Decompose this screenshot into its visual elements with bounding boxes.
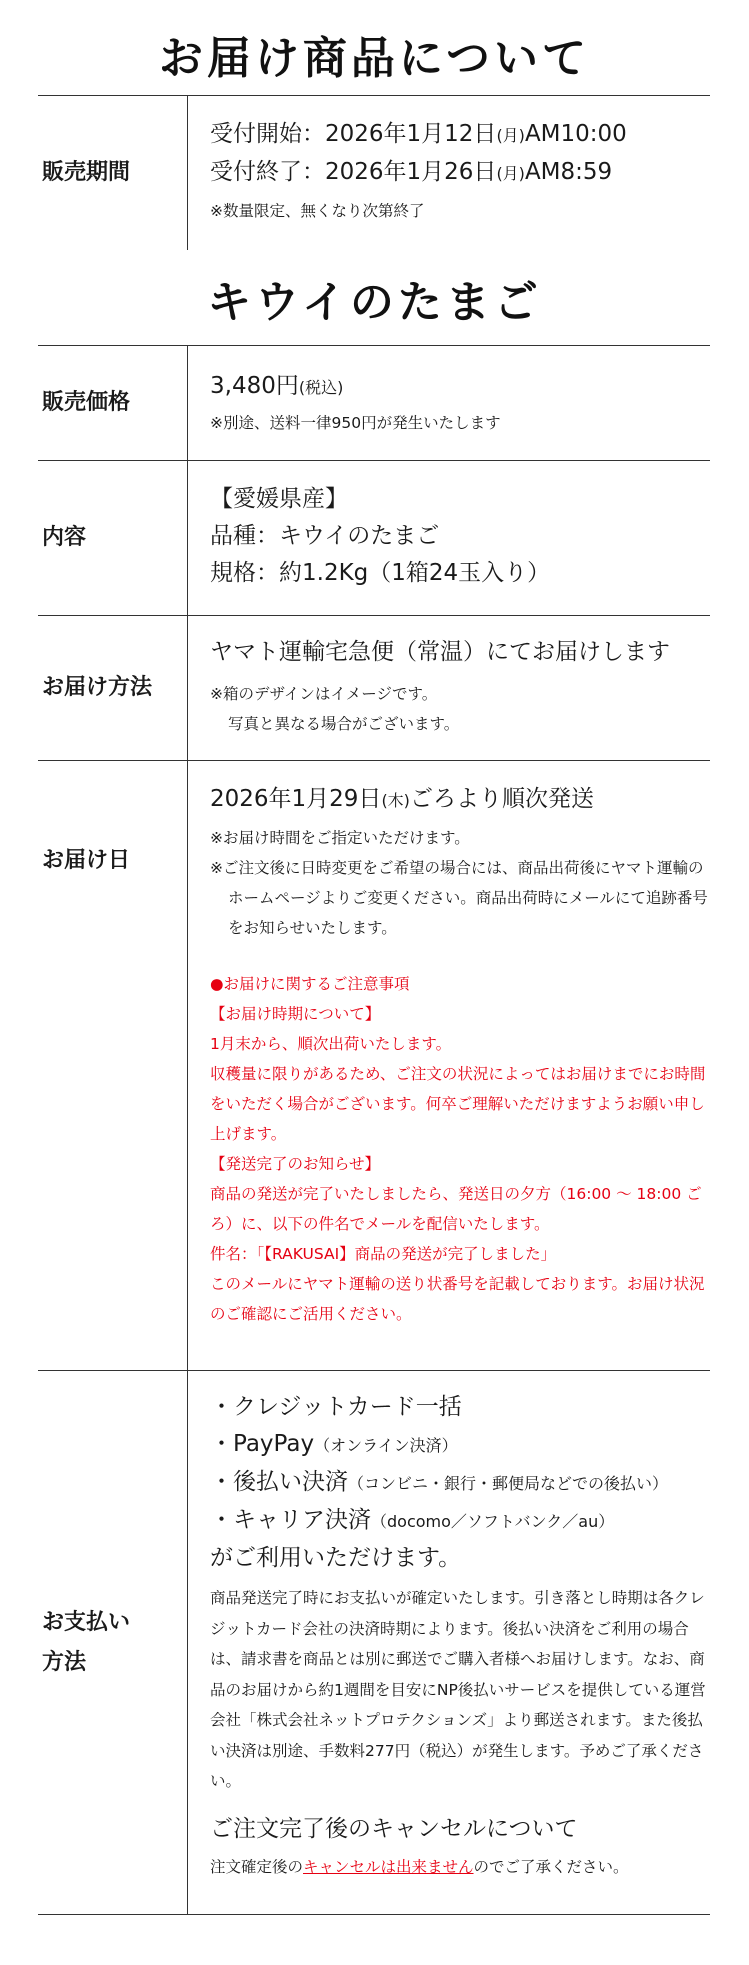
row-price xyxy=(38,345,710,460)
label-sales-period: 販売期間 xyxy=(38,96,188,250)
caution-shipping-subject: 件名：「【RAKUSAI】商品の発送が完了しました」 xyxy=(210,1245,557,1263)
sales-note: ※数量限定、無くなり次第終了 xyxy=(210,202,425,220)
delivery-caution-block xyxy=(210,969,710,1329)
payment-content xyxy=(210,1389,710,1882)
payment-available: がご利用いただけます。 xyxy=(210,1545,462,1571)
caution-title: ●お届けに関するご注意事項 xyxy=(210,975,410,993)
payment-deferred: ・後払い決済（コンビニ・銀行・郵便局などでの後払い） xyxy=(210,1469,669,1495)
delivery-date-note1: ※お届け時間をご指定いただけます。 xyxy=(210,829,470,847)
delivery-date-note2: ※ご注文後に日時変更をご希望の場合には、商品出荷後にヤマト運輸のホームページよりご変更ください。商品出荷時にメールにて追跡番号をお知らせいたします。 xyxy=(210,859,708,937)
delivery-date-main: 2026年1月29日(木)ごろより順次発送 xyxy=(210,786,594,812)
label-payment: お支払い 方法 xyxy=(38,1371,188,1914)
caution-timing-head: 【お届け時期について】 xyxy=(210,1005,381,1023)
contents-origin: 【愛媛県産】 xyxy=(210,486,348,512)
row-sales-period xyxy=(38,95,710,250)
sales-start: 受付開始：2026年1月12日(月)AM10:00 xyxy=(210,121,627,147)
price-amount: 3,480円(税込) xyxy=(210,373,344,399)
payment-paypay: ・PayPay（オンライン決済） xyxy=(210,1431,458,1457)
row-delivery-method xyxy=(38,615,710,760)
delivery-method-note2: 写真と異なる場合がございます。 xyxy=(228,715,460,733)
delivery-date-content xyxy=(210,781,710,1329)
caution-timing-2: 収穫量に限りがあるため、ご注文の状況によってはお届けまでにお時間をいただく場合がございます。何卒ご理解いただけますようお願い申し上げます。 xyxy=(210,1065,706,1143)
delivery-method-note1: ※箱のデザインはイメージです。 xyxy=(210,685,438,703)
cancel-note: 注文確定後のキャンセルは出来ませんのでご了承ください。 xyxy=(210,1857,629,1876)
price-content xyxy=(210,368,710,436)
row-delivery-date xyxy=(38,760,710,1370)
price-note: ※別途、送料一律950円が発生いたします xyxy=(210,414,501,432)
delivery-method-content xyxy=(210,634,710,739)
label-delivery-date: お届け日 xyxy=(38,761,188,1370)
caution-timing-1: 1月末から、順次出荷いたします。 xyxy=(210,1035,452,1053)
cancel-not-allowed: キャンセルは出来ません xyxy=(303,1857,474,1876)
section-title-delivery-product: お届け商品について xyxy=(158,33,591,84)
sales-end: 受付終了：2026年1月26日(月)AM8:59 xyxy=(210,159,613,185)
payment-credit: ・クレジットカード一括 xyxy=(210,1394,462,1420)
label-delivery-method: お届け方法 xyxy=(38,616,188,760)
contents-content xyxy=(210,481,710,592)
caution-shipping-2: このメールにヤマト運輸の送り状番号を記載しております。お届け状況のご確認にご活用ください。 xyxy=(210,1275,705,1323)
caution-shipping-1: 商品の発送が完了いたしましたら、発送日の夕方（16:00 〜 18:00 ごろ）に、以下の件名でメールを配信いたします。 xyxy=(210,1185,702,1233)
contents-spec: 規格：約1.2Kg（1箱24玉入り） xyxy=(210,560,551,586)
section-title-product-name: キウイのたまご xyxy=(207,277,542,328)
payment-body: 商品発送完了時にお支払いが確定いたします。引き落とし時期は各クレジットカード会社の決済時期によります。後払い決済をご利用の場合は、請求書を商品とは別に郵送でご購入者様へお届けします。なお、商品のお届けから約1週間を目安にNP後払いサービスを提供している運営会社「株式会社ネットプロテクションズ」より郵送されます。また後払い決済は別途、手数料277円（税込）が発生します。予めご了承ください。 xyxy=(210,1589,706,1790)
cancel-title: ご注文完了後のキャンセルについて xyxy=(210,1815,578,1842)
row-payment xyxy=(38,1370,710,1915)
contents-variety: 品種：キウイのたまご xyxy=(210,523,440,549)
row-contents xyxy=(38,460,710,615)
caution-shipping-head: 【発送完了のお知らせ】 xyxy=(210,1155,381,1173)
delivery-method-main: ヤマト運輸宅急便（常温）にてお届けします xyxy=(210,639,670,665)
label-contents: 内容 xyxy=(38,461,188,615)
payment-carrier: ・キャリア決済（docomo／ソフトバンク／au） xyxy=(210,1507,615,1533)
sales-period-content xyxy=(210,116,710,224)
label-price: 販売価格 xyxy=(38,346,188,460)
